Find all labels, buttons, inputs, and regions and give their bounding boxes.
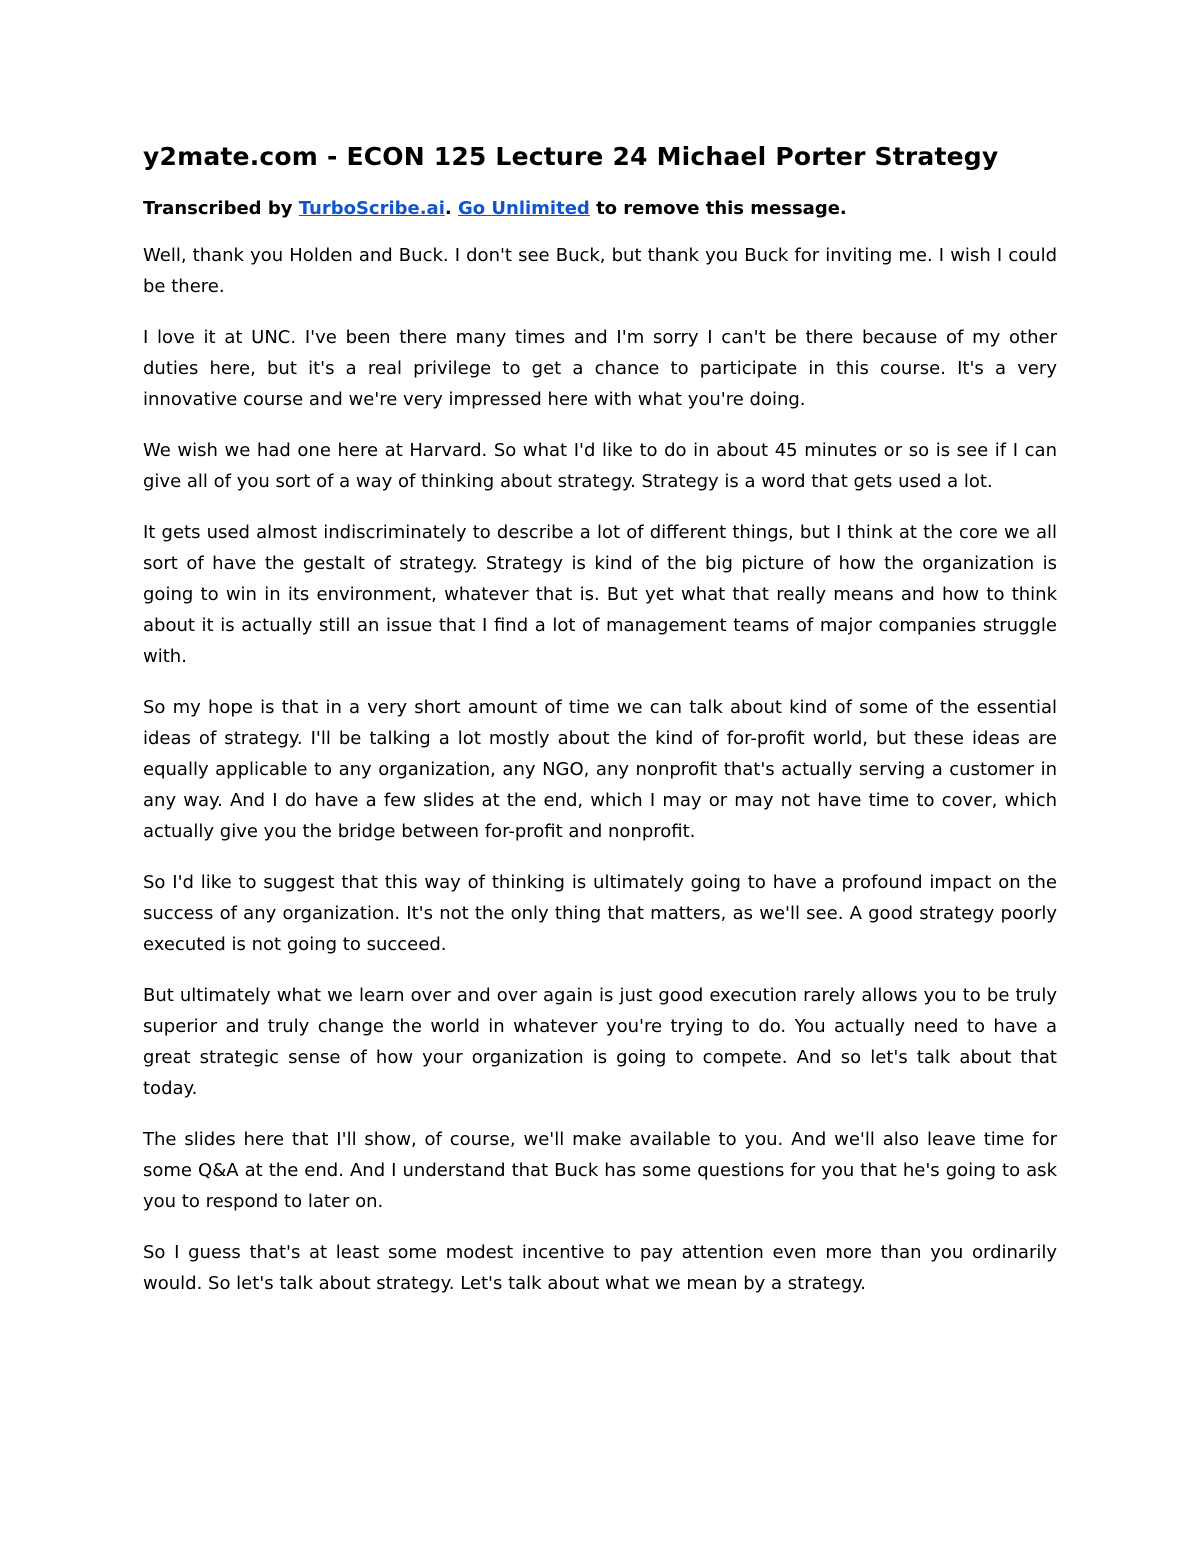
paragraph: The slides here that I'll show, of course, we'll make available to you. And we'll also leave time for some Q&A at the end. And I understand that Buck has some questions for you that he's going to ask you to respond to later on.: [143, 1129, 1057, 1212]
paragraph: I love it at UNC. I've been there many times and I'm sorry I can't be there because of my other duties here, but it's a real privilege to get a chance to participate in this course. It's a very innovative course and we're very impressed here with what you're doing.: [143, 327, 1057, 410]
paragraph: It gets used almost indiscriminately to describe a lot of different things, but I think at the core we all sort of have the gestalt of strategy. Strategy is kind of the big picture of how the organization is going to win in its environment, whatever that is. But yet what that really means and how to think about it is actually still an issue that I find a lot of management teams of major companies struggle with.: [143, 522, 1057, 667]
paragraph: So I guess that's at least some modest incentive to pay attention even more than you ordinarily would. So let's talk about strategy. Let's talk about what we mean by a strategy.: [143, 1242, 1057, 1294]
credit-separator: .: [444, 198, 458, 219]
document-page: [143, 140, 1057, 1319]
paragraph: So my hope is that in a very short amount of time we can talk about kind of some of the essential ideas of strategy. I'll be talking a lot mostly about the kind of for-profit world, but these ideas are equally applicable to any organization, any NGO, any nonprofit that's actually serving a customer in any way. And I do have a few slides at the end, which I may or may not have time to cover, which actually give you the bridge between for-profit and nonprofit.: [143, 697, 1057, 842]
go-unlimited-link[interactable]: Go Unlimited: [457, 198, 590, 219]
transcription-credit: [143, 196, 1057, 222]
paragraph: But ultimately what we learn over and over again is just good execution rarely allows you to be truly superior and truly change the world in whatever you're trying to do. You actually need to have a great strategic sense of how your organization is going to compete. And so let's talk about that today.: [143, 985, 1057, 1099]
document-title: y2mate.com - ECON 125 Lecture 24 Michael Porter Strategy: [143, 142, 999, 171]
credit-prefix: Transcribed by: [143, 198, 299, 219]
paragraph: So I'd like to suggest that this way of thinking is ultimately going to have a profound impact on the success of any organization. It's not the only thing that matters, as we'll see. A good strategy poorly executed is not going to succeed.: [143, 872, 1057, 955]
paragraph: We wish we had one here at Harvard. So what I'd like to do in about 45 minutes or so is see if I can give all of you sort of a way of thinking about strategy. Strategy is a word that gets used a lot.: [143, 440, 1057, 492]
turboscribe-link[interactable]: TurboScribe.ai: [298, 198, 445, 219]
credit-suffix: to remove this message.: [589, 198, 847, 219]
paragraph: Well, thank you Holden and Buck. I don't see Buck, but thank you Buck for inviting me. I wish I could be there.: [143, 245, 1057, 297]
